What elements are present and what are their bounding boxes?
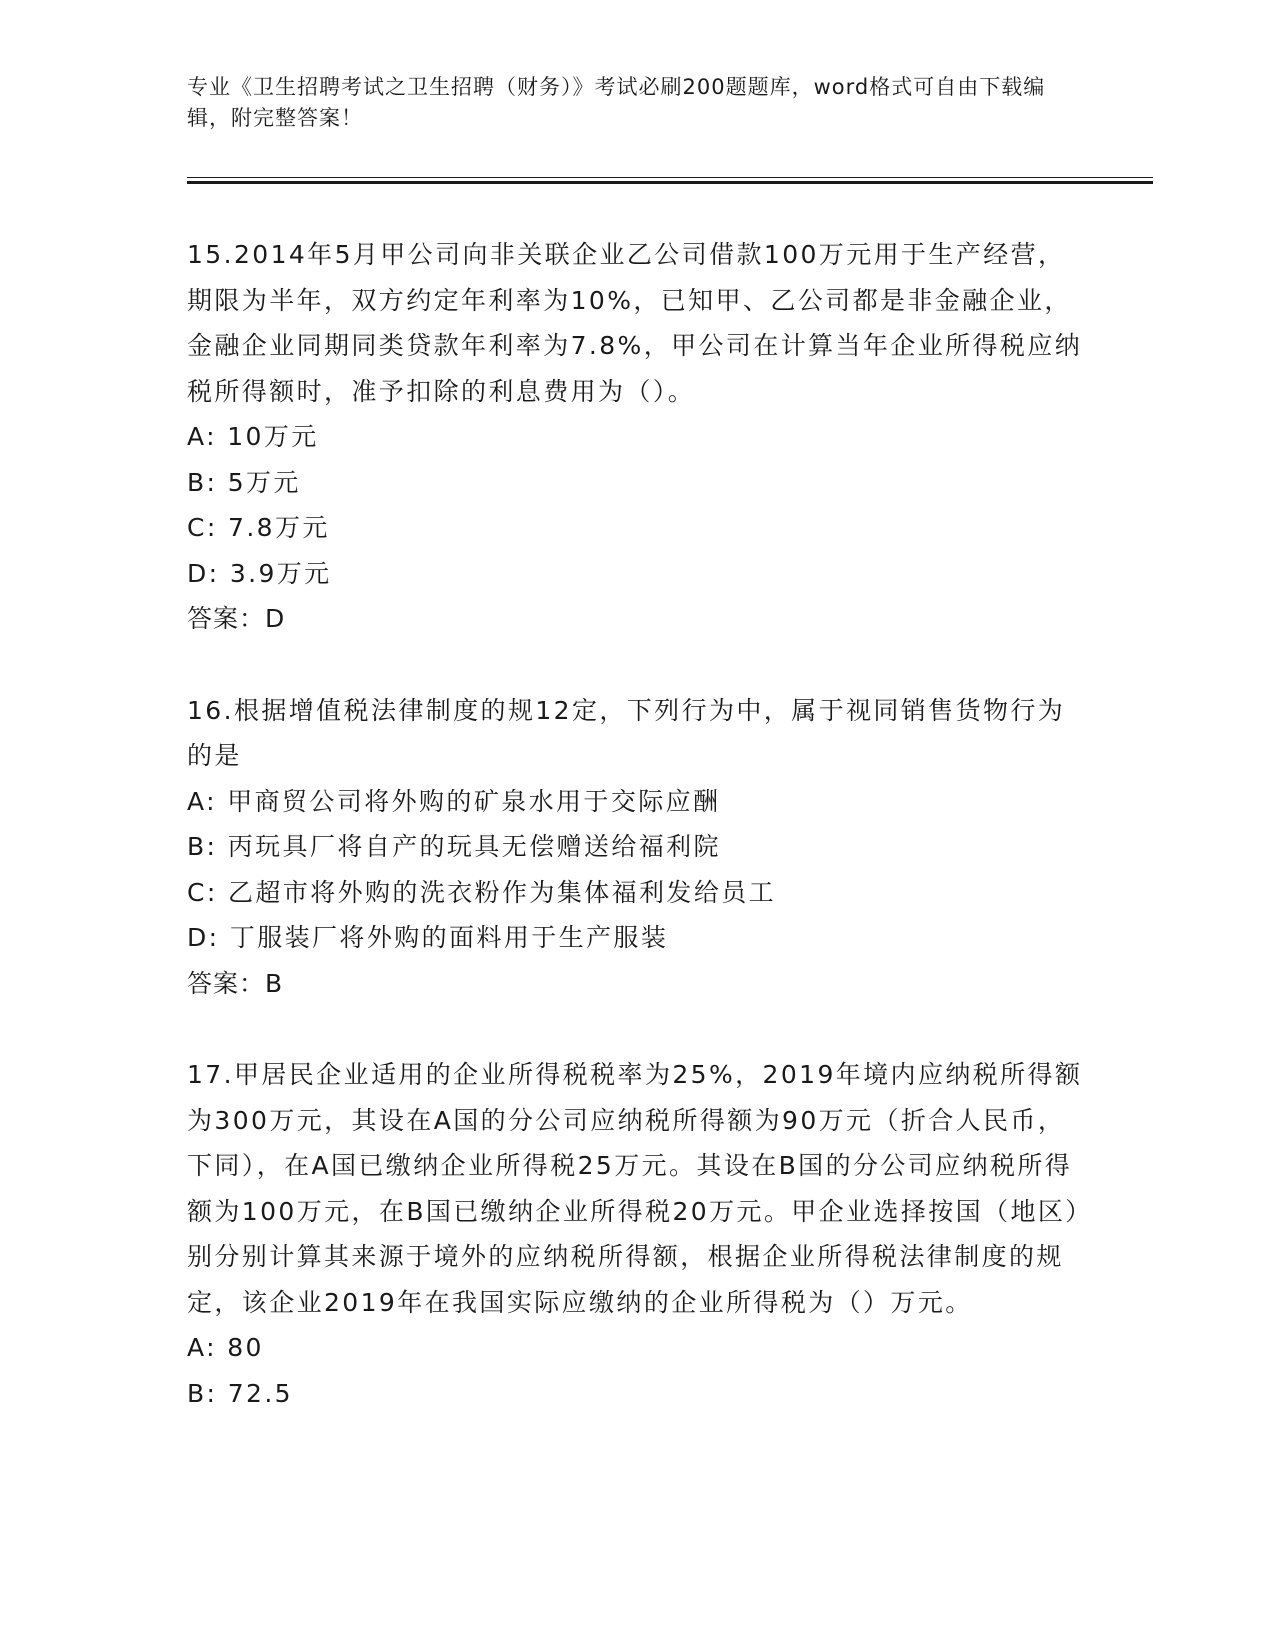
question-stem: 16.根据增值税法律制度的规12定，下列行为中，属于视同销售货物行为的是 (187, 695, 1066, 770)
header-divider-thin (187, 177, 1153, 178)
question-stem: 15.2014年5月甲公司向非关联企业乙公司借款100万元用于生产经营，期限为半年，双方约定年利率为10%，已知甲、乙公司都是非金融企业，金融企业同期同类贷款年利率为7.8%，甲公司在计算当年企业所得税应纳税所得额时，准予扣除的利息费用为（）。 (187, 240, 1083, 406)
option-list (187, 1325, 1087, 1416)
option-b: B: 丙玩具厂将自产的玩具无偿赠送给福利院 (187, 832, 721, 861)
question-16 (187, 688, 1087, 1007)
question-15 (187, 232, 1087, 642)
option-a: A: 甲商贸公司将外购的矿泉水用于交际应酬 (187, 786, 721, 816)
option-list (187, 779, 1087, 961)
option-c: C: 7.8万元 (187, 513, 330, 542)
question-stem: 17.甲居民企业适用的企业所得税税率为25%，2019年境内应纳税所得额为300万元，其设在A国的分公司应纳税所得额为90万元（折合人民币，下同），在A国已缴纳企业所得税25万元。其设在B国的分公司应纳税所得额为100万元，在B国已缴纳企业所得税20万元。甲企业选择按国（地区）别分别计算其来源于境外的应纳税所得额，根据企业所得税法律制度的规定，该企业2019年在我国实际应缴纳的企业所得税为（）万元。 (187, 1060, 1083, 1317)
option-d: D: 3.9万元 (187, 558, 332, 588)
option-list (187, 414, 1087, 596)
header-divider-thick (187, 181, 1153, 184)
answer-label: 答案：B (187, 968, 284, 998)
option-a: A: 80 (187, 1333, 264, 1362)
option-b: B: 72.5 (187, 1378, 293, 1408)
option-d: D: 丁服装厂将外购的面料用于生产服装 (187, 923, 669, 952)
answer-label: 答案：D (187, 604, 286, 633)
question-17 (187, 1052, 1087, 1416)
option-c: C: 乙超市将外购的洗衣粉作为集体福利发给员工 (187, 877, 777, 907)
document-header: 专业《卫生招聘考试之卫生招聘（财务）》考试必刷200题题库，word格式可自由下载编辑，附完整答案！ (187, 75, 1046, 130)
option-b: B: 5万元 (187, 467, 301, 497)
question-list (187, 232, 1087, 1462)
option-a: A: 10万元 (187, 422, 319, 451)
